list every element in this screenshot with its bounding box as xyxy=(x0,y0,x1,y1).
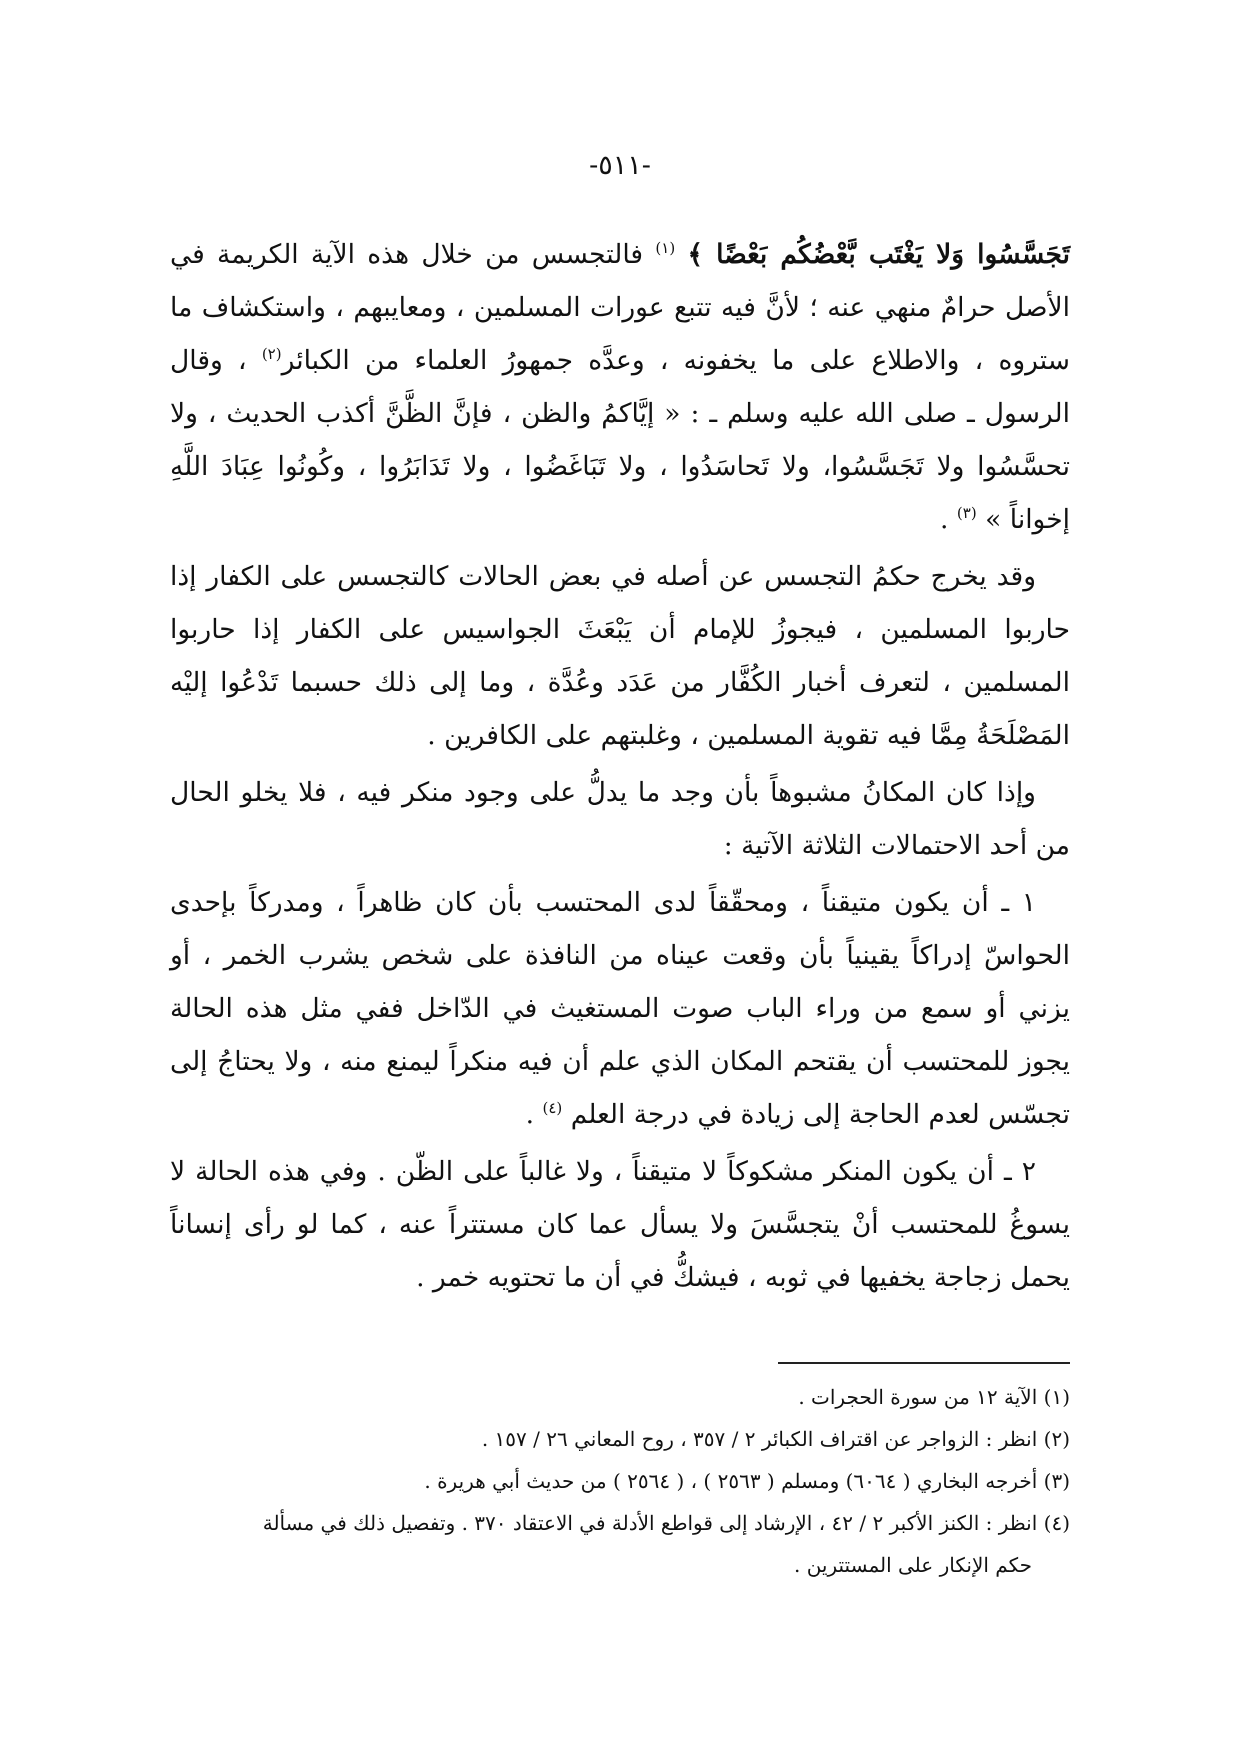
case-1-text: ١ ـ أن يكون متيقناً ، ومحقّقاً لدى المحتسب بأن كان ظاهراً ، ومدركاً بإحدى الحواسّ إدراكاً يقينياً بأن وقعت عيناه من النافذة على شخص يشرب الخمر ، أو يزني أو سمع من وراء الباب صوت المستغيث في الدّاخل ففي مثل هذه الحالة يجوز للمحتسب أن يقتحم المكان الذي علم أن فيه منكراً ليمنع منه ، ولا يحتاجُ إلى تجسّس لعدم الحاجة إلى زيادة في درجة العلم xyxy=(170,887,1070,1130)
paragraph-case-2: ٢ ـ أن يكون المنكر مشكوكاً لا متيقناً ، ولا غالباً على الظّن . وفي هذه الحالة لا يسوغُ للمحتسب أنْ يتجسَّسَ ولا يسأل عما كان مستتراً عنه ، كما لو رأى إنساناً يحمل زجاجة يخفيها في ثوبه ، فيشكُّ في أن ما تحتويه خمر . xyxy=(170,1156,1070,1293)
footnote-divider xyxy=(778,1362,1070,1364)
footnote-3: (٣) أخرجه البخاري ( ٦٠٦٤) ومسلم ( ٢٥٦٣ ) ، ( ٢٥٦٤ ) من حديث أبي هريرة . xyxy=(424,1469,1070,1493)
footnote-4: (٤) انظر : الكنز الأكبر ٢ / ٤٢ ، الإرشاد إلى قواطع الأدلة في الاعتقاد ٣٧٠ . وتفصيل ذلك في مسألة xyxy=(262,1511,1070,1535)
footnote-4-continuation: حكم الإنكار على المستترين . xyxy=(793,1553,1032,1577)
footnote-ref-2: (٢) xyxy=(261,345,282,364)
paragraph-exception: وقد يخرج حكمُ التجسس عن أصله في بعض الحالات كالتجسس على الكفار إذا حاربوا المسلمين ، فيجوزُ للإمام أن يَبْعَثَ الجواسيس على الكفار إذا حاربوا المسلمين ، لتعرف أخبار الكُفَّار من عَدَد وعُدَّة ، وما إلى ذلك حسبما تَدْعُوا إليْه المَصْلَحَةُ مِمَّا فيه تقوية المسلمين ، وغلبتهم على الكافرين . xyxy=(170,561,1070,751)
footnotes xyxy=(170,1376,1070,1586)
footnote-ref-1: (١) xyxy=(655,239,676,258)
paragraph-suspected-place: وإذا كان المكانُ مشبوهاً بأن وجد ما يدلُّ على وجود منكر فيه ، فلا يخلو الحال من أحد الاحتمالات الثلاثة الآتية : xyxy=(170,777,1070,861)
footnote-2: (٢) انظر : الزواجر عن اقتراف الكبائر ٢ / ٣٥٧ ، روح المعاني ٢٦ / ١٥٧ . xyxy=(481,1427,1070,1451)
footnote-1: (١) الآية ١٢ من سورة الحجرات . xyxy=(798,1385,1070,1409)
footnote-ref-3: (٣) xyxy=(956,504,977,523)
quran-verse: تَجَسَّسُوا وَلا يَغْتَب بَّعْضُكُم بَعْضًا ﴾ xyxy=(687,239,1070,270)
paragraph-case-1 xyxy=(170,876,1070,1141)
paragraph-text: فالتجسس من خلال هذه الآية الكريمة في الأصل حرامٌ منهي عنه ؛ لأنَّ فيه تتبع عورات المسلمين ، ومعايبهم ، واستكشاف ما ستروه ، والاطلاع على ما يخفونه ، وعدَّه جمهورُ العلماء من الكبائر xyxy=(170,239,1070,376)
footnote-ref-4: (٤) xyxy=(542,1099,563,1118)
page-number: -٥١١- xyxy=(589,150,651,181)
paragraph-verse-commentary xyxy=(170,228,1070,546)
hadith-text: ، وقال الرسول ـ صلى الله عليه وسلم ـ : « إيَّاكمُ والظن ، فإنَّ الظَّنَّ أكذب الحديث ، ولا تحسَّسُوا ولا تَجَسَّسُوا، ولا تَحاسَدُوا ، ولا تَبَاغَضُوا ، ولا تَدَابَرُوا ، وكُونُوا عِبَادَ اللَّهِ إخواناً » xyxy=(170,345,1070,535)
body-text xyxy=(170,228,1070,1304)
sentence-end: . xyxy=(525,1099,535,1130)
sentence-end: . xyxy=(940,504,949,535)
